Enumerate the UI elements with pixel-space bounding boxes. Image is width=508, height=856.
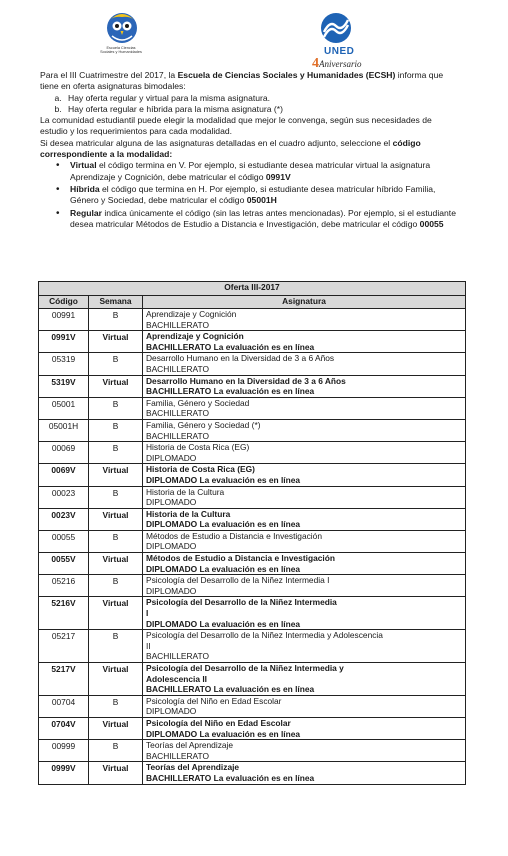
table-row xyxy=(39,597,466,630)
table-row xyxy=(39,508,466,530)
asignatura-line: Psicología del Niño en Edad Escolar xyxy=(146,695,282,706)
table-row xyxy=(39,530,466,552)
modality-list xyxy=(40,160,460,230)
cell-semana: B xyxy=(89,530,143,552)
asignatura-line: Historia de Costa Rica (EG) xyxy=(146,442,250,453)
cell-semana: B xyxy=(89,695,143,717)
bimodal-list xyxy=(40,93,460,116)
ecsh-logo-caption: Escuela Ciencias Sociales y Humanidades xyxy=(100,46,142,55)
column-header-semana: Semana xyxy=(89,296,143,309)
asignatura-line: Aprendizaje y Cognición xyxy=(146,309,237,319)
uned-wordmark: UNED xyxy=(324,46,355,57)
cell-codigo: 00055 xyxy=(39,530,89,552)
uned-emblem-icon xyxy=(320,12,352,44)
cell-asignatura xyxy=(143,397,466,419)
asignatura-line: Familia, Género y Sociedad (*) xyxy=(146,419,261,430)
cell-codigo: 00069 xyxy=(39,442,89,464)
intro-paragraph-1: Para el III Cuatrimestre del 2017, la Escuela de Ciencias Sociales y Humanidades (ECSH) informa que tiene en oferta asignaturas bimodales: xyxy=(40,70,444,92)
cell-codigo: 00023 xyxy=(39,486,89,508)
cell-codigo: 0069V xyxy=(39,464,89,486)
ecsh-logo xyxy=(96,10,146,66)
cell-asignatura xyxy=(143,419,466,441)
asignatura-line: DIPLOMADO La evaluación es en línea xyxy=(146,474,301,485)
cell-semana: B xyxy=(89,309,143,331)
modality-virtual: • Virtual el código termina en V. Por ejemplo, si estudiante desea matricular virtual la asignatura Aprendizaje y Cognición, debe matricular el código 0991V xyxy=(70,160,460,183)
asignatura-line: BACHILLERATO xyxy=(146,750,209,761)
cell-asignatura xyxy=(143,717,466,739)
cell-semana: Virtual xyxy=(89,597,143,630)
cell-codigo: 5319V xyxy=(39,375,89,397)
table-row xyxy=(39,397,466,419)
cell-codigo: 5217V xyxy=(39,663,89,696)
table-header-row xyxy=(39,296,466,309)
asignatura-line: BACHILLERATO La evaluación es en línea xyxy=(146,684,315,695)
intro-paragraph-3: Si desea matricular alguna de las asignaturas detalladas en el cuadro adjunto, seleccione el código correspondiente a la modalidad: xyxy=(40,137,421,160)
cell-semana: B xyxy=(89,397,143,419)
table-row xyxy=(39,740,466,762)
asignatura-line: Historia de la Cultura xyxy=(146,486,225,497)
table-row xyxy=(39,553,466,575)
cell-codigo: 0991V xyxy=(39,331,89,353)
cell-asignatura xyxy=(143,630,466,663)
cell-semana: Virtual xyxy=(89,375,143,397)
asignatura-line: BACHILLERATO xyxy=(146,651,209,662)
asignatura-line: BACHILLERATO xyxy=(146,319,209,330)
cell-codigo: 05001H xyxy=(39,419,89,441)
cell-asignatura xyxy=(143,530,466,552)
uned-logo xyxy=(302,12,374,70)
asignatura-line: DIPLOMADO xyxy=(146,452,197,463)
table-row xyxy=(39,630,466,663)
cell-semana: B xyxy=(89,419,143,441)
asignatura-line: Desarrollo Humano en la Diversidad de 3 a 6 Años xyxy=(146,375,346,386)
cell-semana: B xyxy=(89,740,143,762)
asignatura-line: BACHILLERATO xyxy=(146,408,209,419)
intro-paragraph-2: La comunidad estudiantil puede elegir la modalidad que mejor le convenga, según sus necesidades de estudio y los requerimientos para cada modalidad. xyxy=(40,115,432,137)
table-row xyxy=(39,375,466,397)
cell-asignatura xyxy=(143,508,466,530)
bimodal-list-item: b. Hay oferta regular e híbrida para la misma asignatura (*) xyxy=(64,104,460,115)
cell-asignatura xyxy=(143,597,466,630)
cell-asignatura xyxy=(143,575,466,597)
cell-asignatura xyxy=(143,309,466,331)
cell-semana: B xyxy=(89,353,143,375)
asignatura-line: BACHILLERATO La evaluación es en línea xyxy=(146,386,315,397)
cell-asignatura xyxy=(143,442,466,464)
asignatura-line: DIPLOMADO La evaluación es en línea xyxy=(146,563,301,574)
asignatura-line: Métodos de Estudio a Distancia e Investigación xyxy=(146,553,335,564)
cell-codigo: 00991 xyxy=(39,309,89,331)
asignatura-line: BACHILLERATO La evaluación es en línea xyxy=(146,772,315,783)
asignatura-line: Desarrollo Humano en la Diversidad de 3 a 6 Años xyxy=(146,353,335,364)
asignatura-line: Historia de la Cultura xyxy=(146,508,231,519)
table-row xyxy=(39,762,466,784)
asignatura-line: Psicología del Desarrollo de la Niñez Intermedia y xyxy=(146,663,344,673)
intro-text xyxy=(40,70,460,231)
cell-codigo: 05217 xyxy=(39,630,89,663)
cell-semana: B xyxy=(89,575,143,597)
asignatura-line: Métodos de Estudio a Distancia e Investigación xyxy=(146,530,322,541)
cell-codigo: 0999V xyxy=(39,762,89,784)
cell-semana: Virtual xyxy=(89,717,143,739)
cell-asignatura xyxy=(143,762,466,784)
asignatura-line: Psicología del Desarrollo de la Niñez Intermedia xyxy=(146,597,337,608)
table-row xyxy=(39,331,466,353)
asignatura-line: DIPLOMADO xyxy=(146,585,197,596)
asignatura-line: Aprendizaje y Cognición xyxy=(146,331,244,342)
column-header-codigo: Código xyxy=(39,296,89,309)
column-header-asignatura: Asignatura xyxy=(143,296,466,309)
cell-codigo: 00999 xyxy=(39,740,89,762)
cell-codigo: 0023V xyxy=(39,508,89,530)
bimodal-list-item: a. Hay oferta regular y virtual para la misma asignatura. xyxy=(64,93,460,104)
cell-codigo: 05001 xyxy=(39,397,89,419)
table-row xyxy=(39,353,466,375)
asignatura-line: DIPLOMADO La evaluación es en línea xyxy=(146,519,301,530)
cell-semana: Virtual xyxy=(89,508,143,530)
cell-asignatura xyxy=(143,740,466,762)
cell-asignatura xyxy=(143,553,466,575)
cell-semana: B xyxy=(89,442,143,464)
cell-asignatura xyxy=(143,353,466,375)
cell-codigo: 05216 xyxy=(39,575,89,597)
cell-asignatura xyxy=(143,464,466,486)
cell-semana: B xyxy=(89,630,143,663)
asignatura-line: DIPLOMADO xyxy=(146,706,197,717)
table-row xyxy=(39,486,466,508)
asignatura-line: DIPLOMADO La evaluación es en línea xyxy=(146,618,301,629)
oferta-table xyxy=(38,281,466,785)
cell-codigo: 05319 xyxy=(39,353,89,375)
cell-semana: Virtual xyxy=(89,663,143,696)
cell-semana: Virtual xyxy=(89,553,143,575)
asignatura-line: BACHILLERATO La evaluación es en línea xyxy=(146,341,315,352)
table-title-row xyxy=(39,282,466,296)
cell-codigo: 5216V xyxy=(39,597,89,630)
cell-semana: Virtual xyxy=(89,331,143,353)
cell-semana: Virtual xyxy=(89,762,143,784)
table-row xyxy=(39,575,466,597)
cell-asignatura xyxy=(143,695,466,717)
asignatura-line: Adolescencia II xyxy=(146,673,207,684)
asignatura-line: II xyxy=(146,640,151,651)
cell-codigo: 00704 xyxy=(39,695,89,717)
cell-semana: Virtual xyxy=(89,464,143,486)
asignatura-line: Historia de Costa Rica (EG) xyxy=(146,464,255,475)
table-body xyxy=(39,309,466,785)
asignatura-line: Psicología del Niño en Edad Escolar xyxy=(146,717,291,728)
cell-asignatura xyxy=(143,375,466,397)
cell-asignatura xyxy=(143,486,466,508)
document-header xyxy=(0,6,508,71)
cell-asignatura xyxy=(143,663,466,696)
table-row xyxy=(39,419,466,441)
asignatura-line: DIPLOMADO xyxy=(146,497,197,508)
table-row xyxy=(39,309,466,331)
asignatura-line: Psicología del Desarrollo de la Niñez Intermedia y Adolescencia xyxy=(146,630,383,641)
cell-asignatura xyxy=(143,331,466,353)
modality-regular: • Regular indica únicamente el código (sin las letras antes mencionadas). Por ejemplo, si el estudiante desea matricular Métodos de Estudio a Distancia e Investigación, debe matricular el código 00055 xyxy=(70,208,460,231)
asignatura-line: DIPLOMADO La evaluación es en línea xyxy=(146,728,301,739)
table-row xyxy=(39,442,466,464)
asignatura-line: Familia, Género y Sociedad xyxy=(146,397,250,408)
asignatura-line: Teorías del Aprendizaje xyxy=(146,740,234,751)
asignatura-line: DIPLOMADO xyxy=(146,541,197,552)
table-row xyxy=(39,717,466,739)
modality-hibrida: • Híbrida el código que termina en H. Por ejemplo, si estudiante desea matricular híbrido Familia, Género y Sociedad, debe matricular el código 05001H xyxy=(70,184,460,207)
asignatura-line: I xyxy=(146,608,149,619)
table-row xyxy=(39,464,466,486)
anniversary-mark: 4Aniversario xyxy=(312,56,362,71)
table-title: Oferta III-2017 xyxy=(39,282,466,296)
asignatura-line: BACHILLERATO xyxy=(146,430,209,441)
owl-icon xyxy=(104,10,140,44)
asignatura-line: BACHILLERATO xyxy=(146,363,209,374)
table-row xyxy=(39,663,466,696)
cell-codigo: 0704V xyxy=(39,717,89,739)
asignatura-line: Teorías del Aprendizaje xyxy=(146,762,240,773)
cell-semana: B xyxy=(89,486,143,508)
cell-codigo: 0055V xyxy=(39,553,89,575)
asignatura-line: Psicología del Desarrollo de la Niñez Intermedia I xyxy=(146,575,330,586)
table-row xyxy=(39,695,466,717)
